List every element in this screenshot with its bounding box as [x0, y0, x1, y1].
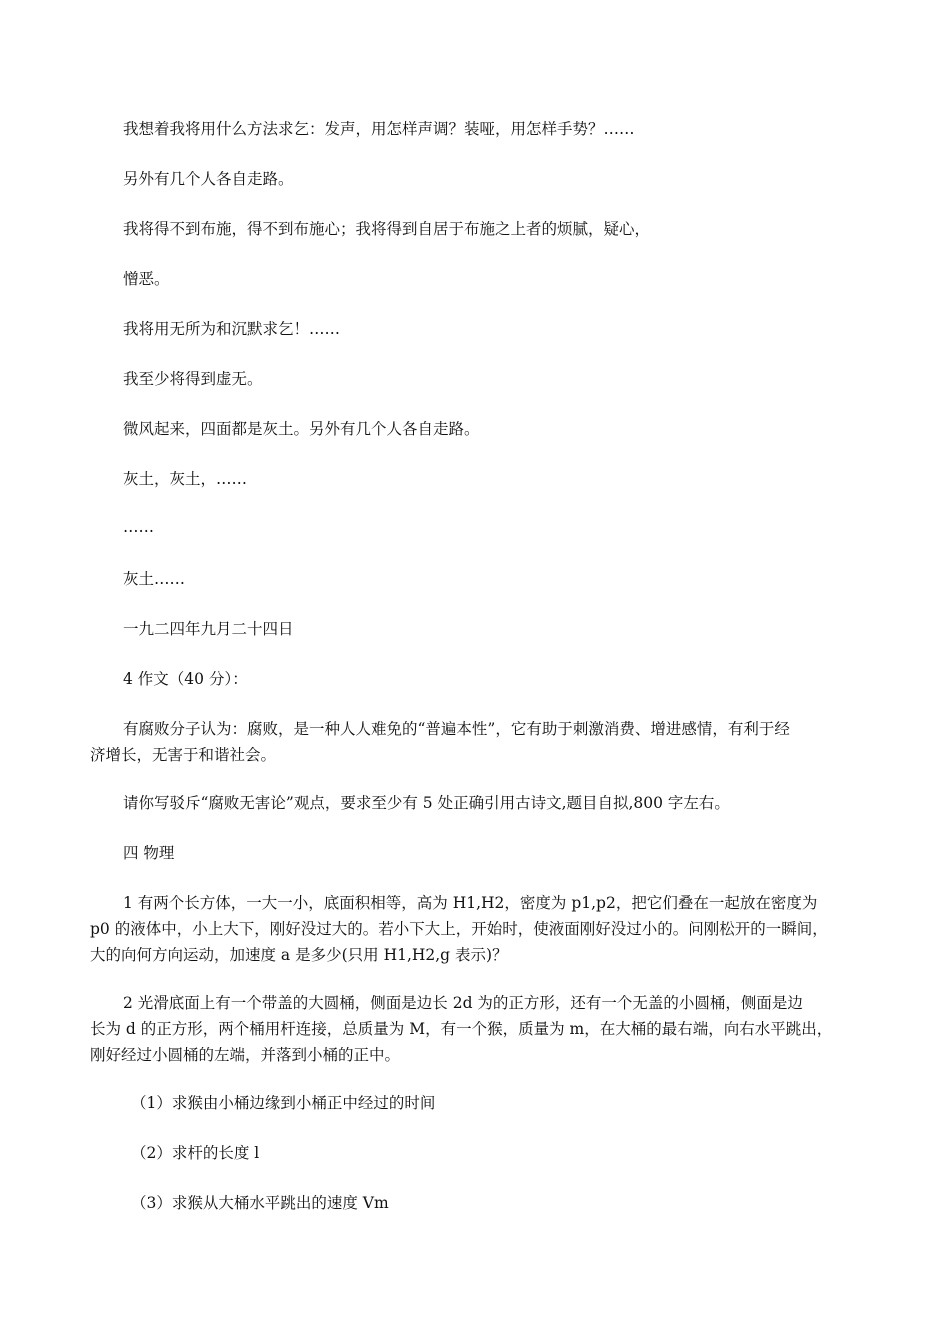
physics-q2-sub3: （3）求猴从大桶水平跳出的速度 Vm — [131, 1194, 389, 1212]
physics-q2-sub1: （1）求猴由小桶边缘到小桶正中经过的时间 — [131, 1094, 436, 1112]
physics-q1-line3: 大的向何方向运动，加速度 a 是多少(只用 H1,H2,g 表示)？ — [90, 946, 508, 964]
poem-line-9: …… — [123, 518, 154, 536]
poem-line-7: 微风起来，四面都是灰土。另外有几个人各自走路。 — [123, 420, 480, 438]
poem-line-8: 灰土，灰土，…… — [123, 470, 248, 488]
poem-date: 一九二四年九月二十四日 — [123, 620, 294, 638]
essay-para1-line1: 有腐败分子认为：腐败，是一种人人难免的“普遍本性”，它有助于刺激消费、增进感情，有利于经 — [123, 720, 790, 738]
physics-q2-sub2: （2）求杆的长度 l — [131, 1144, 260, 1162]
physics-q1-line1: 1 有两个长方体，一大一小，底面积相等，高为 H1,H2，密度为 p1,p2，把它们叠在一起放在密度为 — [123, 894, 818, 912]
essay-para2: 请你写驳斥“腐败无害论”观点，要求至少有 5 处正确引用古诗文,题目自拟,800 字左右。 — [123, 794, 730, 812]
poem-line-4: 憎恶。 — [123, 270, 170, 288]
physics-q2-line3: 刚好经过小圆桶的左端，并落到小桶的正中。 — [90, 1046, 401, 1064]
physics-q1-line2: p0 的液体中，小上大下，刚好没过大的。若小下大上，开始时，使液面刚好没过小的。问刚松开的一瞬间， — [90, 920, 828, 938]
physics-heading: 四 物理 — [123, 844, 175, 862]
poem-line-2: 另外有几个人各自走路。 — [123, 170, 294, 188]
essay-heading: 4 作文（40 分）： — [123, 670, 248, 688]
poem-line-1: 我想着我将用什么方法求乞：发声，用怎样声调？装哑，用怎样手势？…… — [123, 120, 635, 138]
poem-line-5: 我将用无所为和沉默求乞！…… — [123, 320, 341, 338]
physics-q2-line2: 长为 d 的正方形，两个桶用杆连接，总质量为 M，有一个猴，质量为 m，在大桶的最右端，向右水平跳出， — [90, 1020, 833, 1038]
poem-line-6: 我至少将得到虚无。 — [123, 370, 263, 388]
poem-line-3: 我将得不到布施，得不到布施心；我将得到自居于布施之上者的烦腻，疑心， — [123, 220, 651, 238]
poem-line-10: 灰土…… — [123, 570, 186, 588]
physics-q2-line1: 2 光滑底面上有一个带盖的大圆桶，侧面是边长 2d 为的正方形，还有一个无盖的小圆桶，侧面是边 — [123, 994, 803, 1012]
essay-para1-line2: 济增长，无害于和谐社会。 — [90, 746, 277, 764]
